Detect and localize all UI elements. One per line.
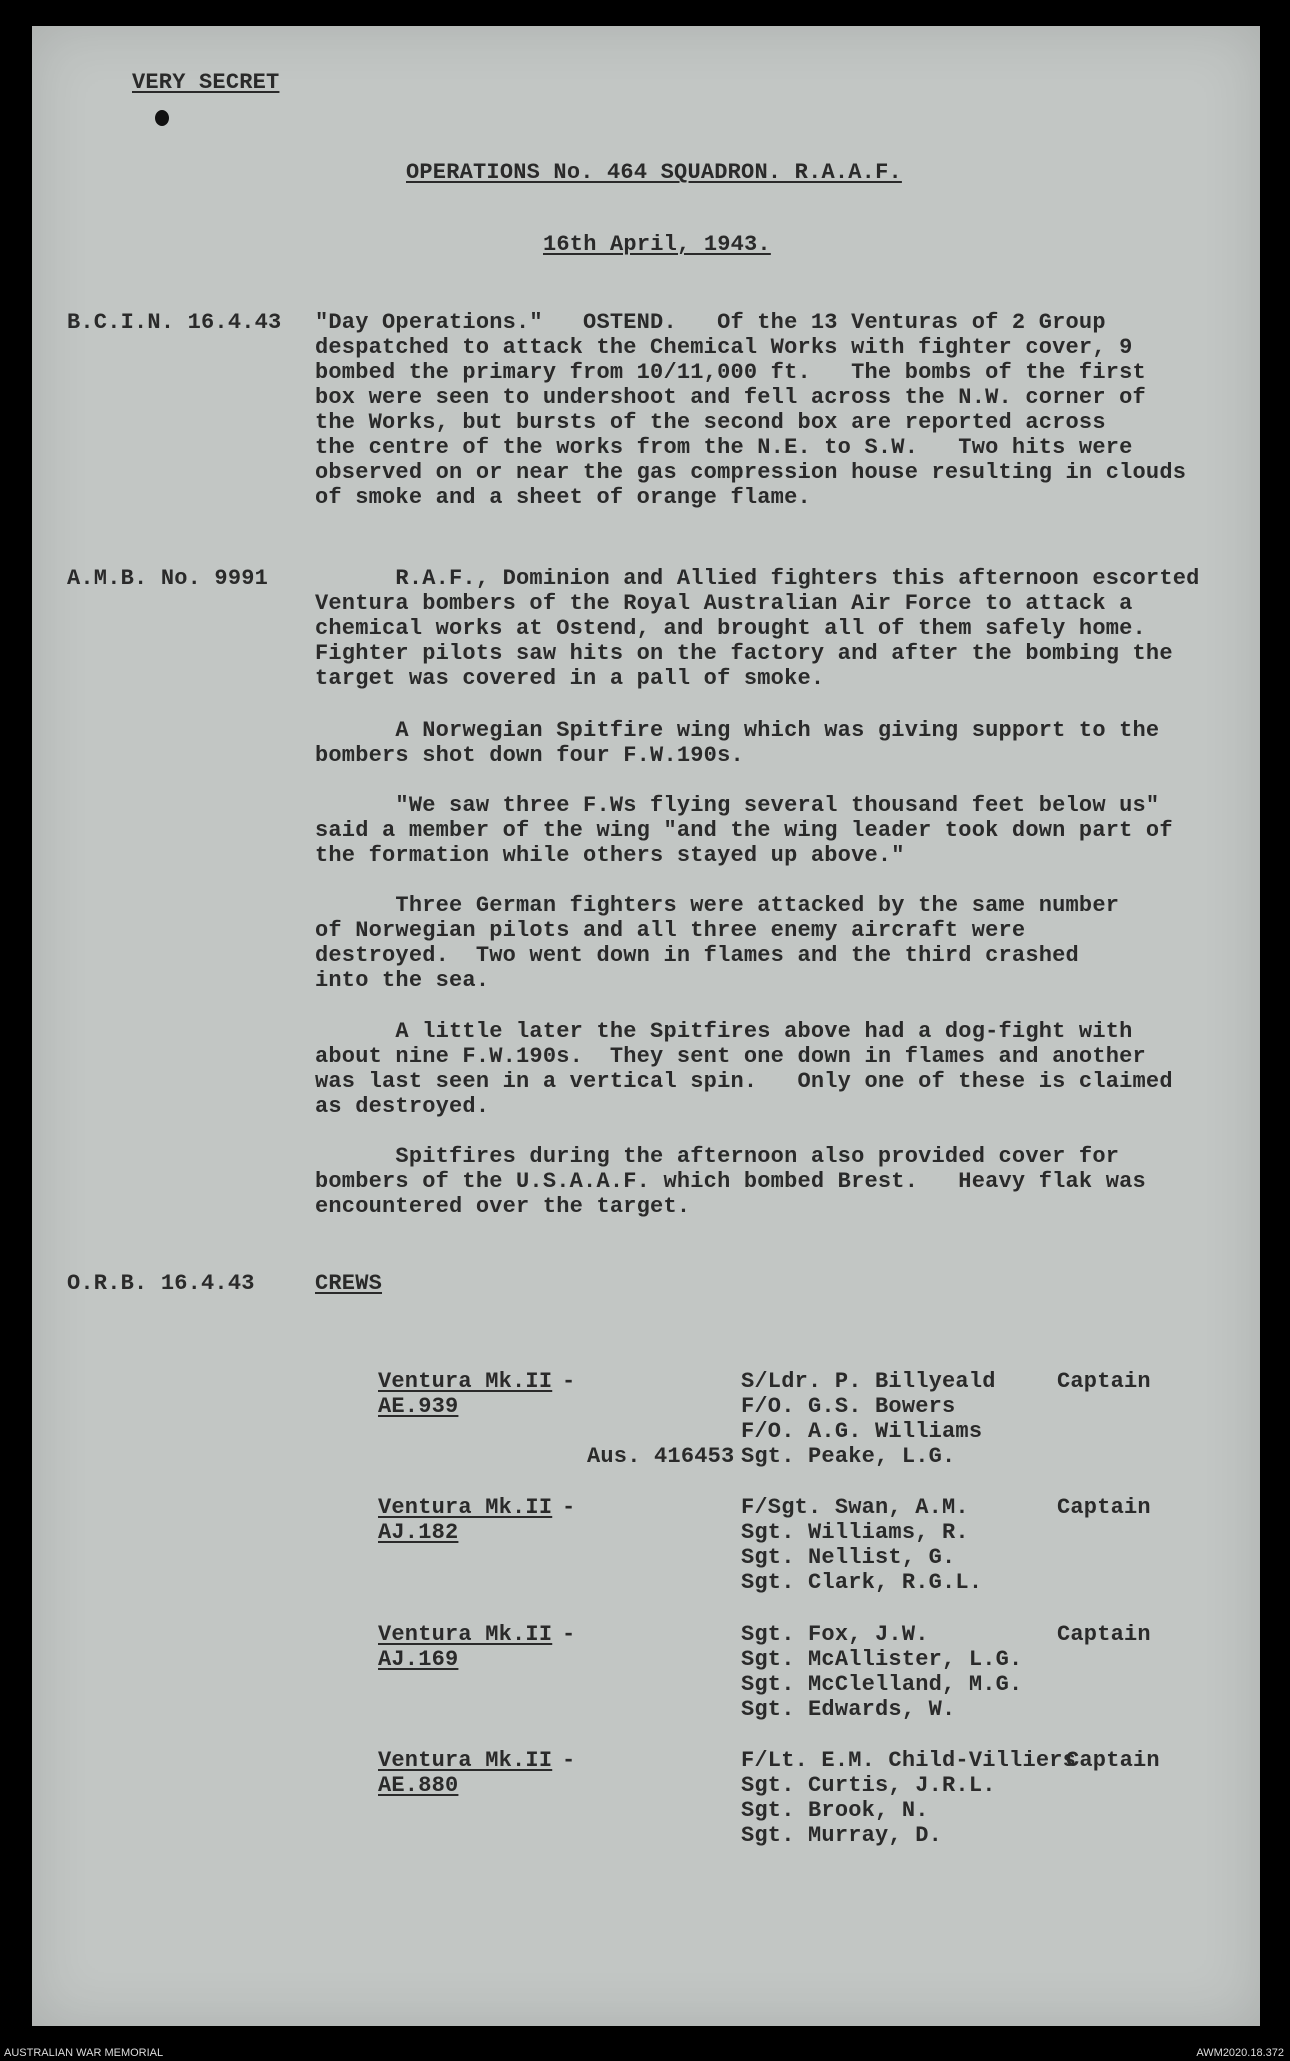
paragraph-line: of Norwegian pilots and all three enemy aircraft were bbox=[315, 918, 1026, 943]
paragraph-line: of smoke and a sheet of orange flame. bbox=[315, 485, 811, 510]
paragraph-line: Fighter pilots saw hits on the factory and after the bombing the bbox=[315, 641, 1173, 666]
paragraph-line: bombers shot down four F.W.190s. bbox=[315, 743, 744, 768]
aircraft-serial: AJ.182 bbox=[378, 1520, 459, 1545]
paragraph-line: was last seen in a vertical spin. Only one of these is claimed bbox=[315, 1069, 1173, 1094]
crew-service-number: Aus. 416453 bbox=[587, 1444, 735, 1469]
paragraph-line: the formation while others stayed up above." bbox=[315, 843, 905, 868]
paragraph-line: Spitfires during the afternoon also provided cover for bbox=[315, 1144, 1120, 1169]
paragraph-line: bombers of the U.S.A.A.F. which bombed Brest. Heavy flak was bbox=[315, 1169, 1146, 1194]
paragraph-line: A Norwegian Spitfire wing which was giving support to the bbox=[315, 718, 1160, 743]
crew-member-name: Sgt. Nellist, G. bbox=[741, 1545, 956, 1570]
paragraph-line: the Works, but bursts of the second box are reported across bbox=[315, 410, 1106, 435]
paragraph-line: box were seen to undershoot and fell across the N.W. corner of bbox=[315, 385, 1146, 410]
paragraph-line: "Day Operations." OSTEND. Of the 13 Venturas of 2 Group bbox=[315, 310, 1106, 335]
aircraft-type: Ventura Mk.II bbox=[378, 1369, 553, 1394]
aircraft-dash: - bbox=[562, 1748, 576, 1773]
paragraph-line: A little later the Spitfires above had a dog-fight with bbox=[315, 1019, 1133, 1044]
classification-label: VERY SECRET bbox=[132, 70, 280, 95]
paragraph-line: "We saw three F.Ws flying several thousand feet below us" bbox=[315, 793, 1160, 818]
paragraph-line: said a member of the wing "and the wing leader took down part of bbox=[315, 818, 1173, 843]
paragraph-line: about nine F.W.190s. They sent one down in flames and another bbox=[315, 1044, 1146, 1069]
paragraph-line: the centre of the works from the N.E. to S.W. Two hits were bbox=[315, 435, 1133, 460]
paragraph-line: R.A.F., Dominion and Allied fighters this afternoon escorted bbox=[315, 566, 1200, 591]
paragraph-line: as destroyed. bbox=[315, 1094, 490, 1119]
crew-member-name: S/Ldr. P. Billyeald bbox=[741, 1369, 996, 1394]
aircraft-dash: - bbox=[562, 1369, 576, 1394]
aircraft-serial: AE.939 bbox=[378, 1394, 459, 1419]
crews-heading: CREWS bbox=[315, 1271, 383, 1296]
aircraft-serial: AE.880 bbox=[378, 1773, 459, 1798]
crew-member-name: F/Sgt. Swan, A.M. bbox=[741, 1495, 969, 1520]
footer-left-label: AUSTRALIAN WAR MEMORIAL bbox=[4, 2047, 164, 2059]
crew-member-name: Sgt. Murray, D. bbox=[741, 1823, 943, 1848]
crew-role: Captain bbox=[1057, 1495, 1151, 1520]
aircraft-type: Ventura Mk.II bbox=[378, 1495, 553, 1520]
crew-member-name: Sgt. Williams, R. bbox=[741, 1520, 969, 1545]
footer-right-label: AWM2020.18.372 bbox=[1196, 2047, 1284, 2059]
aircraft-dash: - bbox=[562, 1622, 576, 1647]
crew-role: Captain bbox=[1057, 1622, 1151, 1647]
ink-blot-mark bbox=[155, 110, 169, 126]
paragraph-line: target was covered in a pall of smoke. bbox=[315, 666, 825, 691]
paragraph-line: observed on or near the gas compression house resulting in clouds bbox=[315, 460, 1187, 485]
paragraph-line: bombed the primary from 10/11,000 ft. The bombs of the first bbox=[315, 360, 1146, 385]
crew-member-name: Sgt. Brook, N. bbox=[741, 1798, 929, 1823]
crews-ref: O.R.B. 16.4.43 bbox=[67, 1271, 255, 1296]
document-date: 16th April, 1943. bbox=[543, 232, 771, 257]
crew-member-name: Sgt. Edwards, W. bbox=[741, 1697, 956, 1722]
crew-member-name: Sgt. McClelland, M.G. bbox=[741, 1672, 1023, 1697]
paragraph-line: encountered over the target. bbox=[315, 1194, 691, 1219]
paragraph-line: into the sea. bbox=[315, 968, 490, 993]
paragraph-line: Three German fighters were attacked by the same number bbox=[315, 893, 1120, 918]
crew-role: Captain bbox=[1066, 1748, 1160, 1773]
document-title: OPERATIONS No. 464 SQUADRON. R.A.A.F. bbox=[406, 160, 902, 185]
aircraft-dash: - bbox=[562, 1495, 576, 1520]
crew-member-name: Sgt. Clark, R.G.L. bbox=[741, 1570, 983, 1595]
entry-ref: B.C.I.N. 16.4.43 bbox=[67, 310, 282, 335]
paragraph-line: despatched to attack the Chemical Works with fighter cover, 9 bbox=[315, 335, 1133, 360]
crew-role: Captain bbox=[1057, 1369, 1151, 1394]
crew-member-name: Sgt. Fox, J.W. bbox=[741, 1622, 929, 1647]
crew-member-name: F/O. G.S. Bowers bbox=[741, 1394, 956, 1419]
aircraft-type: Ventura Mk.II bbox=[378, 1748, 553, 1773]
aircraft-serial: AJ.169 bbox=[378, 1647, 459, 1672]
aircraft-type: Ventura Mk.II bbox=[378, 1622, 553, 1647]
crew-member-name: Sgt. McAllister, L.G. bbox=[741, 1647, 1023, 1672]
crew-member-name: F/O. A.G. Williams bbox=[741, 1419, 983, 1444]
crew-member-name: Sgt. Peake, L.G. bbox=[741, 1444, 956, 1469]
entry-ref: A.M.B. No. 9991 bbox=[67, 566, 269, 591]
document-page bbox=[32, 26, 1260, 2026]
crew-member-name: Sgt. Curtis, J.R.L. bbox=[741, 1773, 996, 1798]
paragraph-line: Ventura bombers of the Royal Australian Air Force to attack a bbox=[315, 591, 1133, 616]
crew-member-name: F/Lt. E.M. Child-Villiers bbox=[741, 1748, 1077, 1773]
paragraph-line: chemical works at Ostend, and brought all of them safely home. bbox=[315, 616, 1146, 641]
paragraph-line: destroyed. Two went down in flames and the third crashed bbox=[315, 943, 1079, 968]
